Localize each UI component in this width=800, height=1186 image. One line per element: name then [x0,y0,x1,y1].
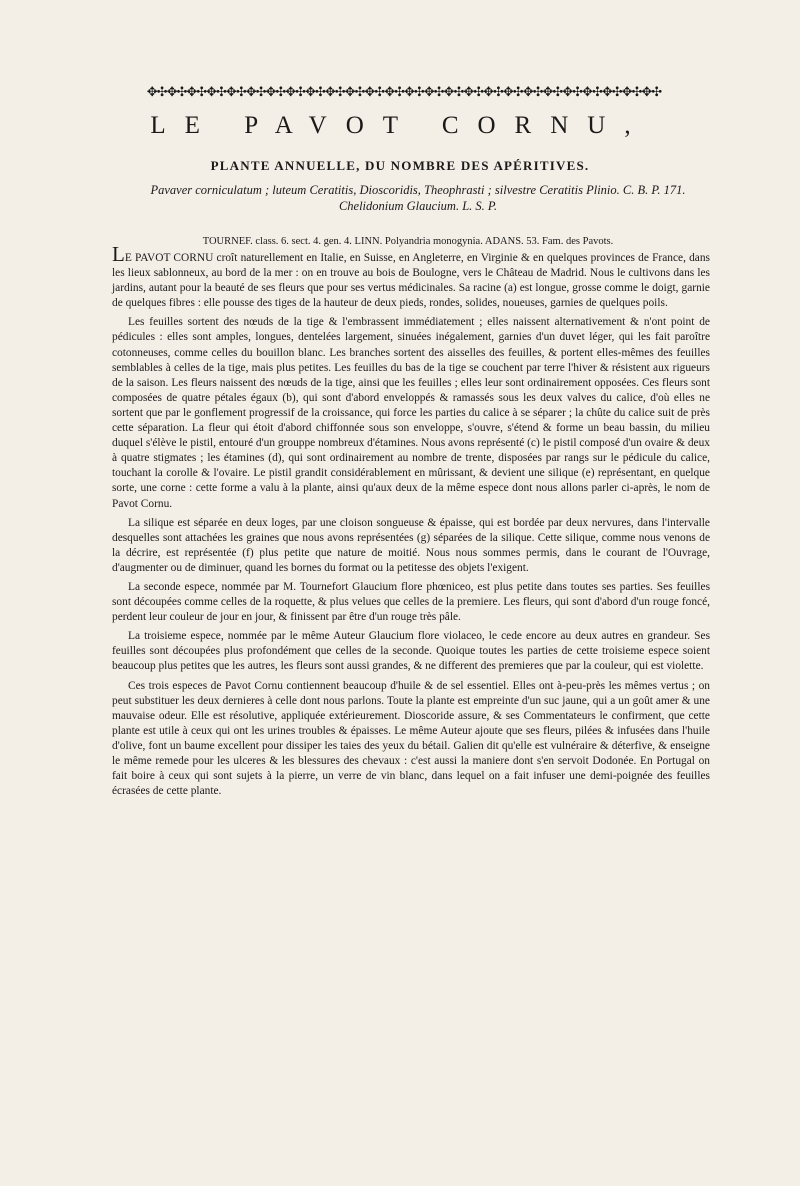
page-subtitle: PLANTE ANNUELLE, DU NOMBRE DES APÉRITIVES. [210,158,590,173]
classification-references: TOURNEF. class. 6. sect. 4. gen. 4. LINN. Polyandria monogynia. ADANS. 53. Fam. des Pavots. [202,236,614,247]
intro-text: croît naturellement en Italie, en Suisse, en Angleterre, en Virginie & en quelques provinces de France, dans les lieux sablonneux, au bord de la mer : on en trouve au bois de Boulogne, vers le Château de Madrid. Nous le cultivons dans les jardins, autant pour la beauté de ses fleurs que pour ses vertus médicinales. Sa racine (a) est longue, grosse comme le doigt, garnie de quelques fibres : elle pousse des tiges de la hauteur de deux pieds, rondes, solides, noueuses, garnies de quelques poils. [112,252,710,310]
synonym-line: Pavaver corniculatum ; luteum Ceratitis, Dioscoridis, Theophrasti ; silvestre Ceratitis Plinio. C. B. P. 171. [150,183,686,197]
drop-cap: L [112,242,125,266]
paragraph: Les feuilles sortent des nœuds de la tige & l'embrassent immédiatement ; elles naissent alternativement & n'ont point de pédicules : elles sont amples, longues, dentelées largement, sinuées inégalement, garnies d'un duvet léger, qui les fait paroître cotonneuses, comme celles du bouillon blanc. Les branches sortent des aisselles des feuilles, & portent elles-mêmes des feuilles semblables à celles de la tige, mais plus petites. Les feuilles du bas de la tige se couchent par terre l'hiver & résistent aux rigueurs de la saison. Les fleurs naissent des nœuds de la tige, ainsi que les feuilles ; elles leur sont ordinairement opposées. Ces fleurs sont composées de quatre pétales égaux (b), qui sont d'abord enveloppés & ramassés sous les deux valves du calice, d'où elles ne sortent que par le gonflement progressif de la croissance, qui force les parties du calice à se séparer ; la chûte du calice suit de près cette séparation. La fleur qui étoit d'abord chiffonnée sous son enveloppe, s'ouvre, s'étend & forme un beau bassin, du milieu duquel s'élève le pistil, entouré d'un grouppe nombreux d'étamines. Nous avons représenté (c) le pistil composé d'un ovaire & deux à quatre stigmates ; les étamines (d), qui sont ordinairement au nombre de trente, disposées par rangs sur le pédicule du calice, touchant la corolle & l'ovaire. Le pistil grandit considérablement en mûrissant, & devient une silique (e) représentant, en quelque sorte, une corne : cette forme a valu à la plante, ainsi qu'aux deux de la même espece dont nous allons parler ci-après, le nom de Pavot Cornu. [112,316,710,510]
decorative-ornament-band: ✥✣✥✣✥✣✥✣✥✣✥✣✥✣✥✣✥✣✥✣✥✣✥✣✥✣✥✣✥✣✥✣✥✣✥✣✥✣✥✣✥✣✥✣✥✣✥✣✥✣✥✣ [146,84,662,100]
page-title: LE PAVOT CORNU, [150,112,650,139]
paragraph-intro [112,242,710,311]
paragraph: La silique est séparée en deux loges, par une cloison songueuse & épaisse, qui est bordée par deux nervures, dans l'intervalle desquelles sont attachées les graines que nous avons représentées (g) séparées de la silique. Cette silique, comme nous venons de la décrire, est représentée (f) plus petite que nature de moitié. Nous nous sommes permis, dans le courant de l'Ouvrage, d'augmenter ou de diminuer, quand les bornes du format ou la petitesse des objets l'exigent. [112,516,710,574]
paragraph: La seconde espece, nommée par M. Tournefort Glaucium flore phœniceo, est plus petite dans toutes ses parties. Ses feuilles sont découpées comme celles de la roquette, & plus velues que celles de la premiere. Les fleurs, qui sont d'abord d'un rouge foncé, perdent leur couleur de jour en jour, & finissent par être d'un rouge très pâle. [112,580,710,624]
body-text [112,242,710,803]
synonym-line: Chelidonium Glaucium. L. S. P. [338,199,498,213]
intro-smallcaps: E PAVOT CORNU [124,252,214,264]
botanical-synonyms [118,182,718,214]
paragraph: La troisieme espece, nommée par le même Auteur Glaucium flore violaceo, le cede encore au deux autres en grandeur. Ses feuilles sont découpées plus profondément que celles de la seconde. Quoique toutes les parties de cette troisieme espece soient beaucoup plus petites que les autres, les fleurs sont aussi grandes, & ne different des premieres que par la couleur, qui est violette. [112,630,710,673]
paragraph: Ces trois especes de Pavot Cornu contiennent beaucoup d'huile & de sel essentiel. Elles ont à-peu-près les mêmes vertus ; on peut substituer les deux dernieres à celle dont nous parlons. Toute la plante est empreinte d'un suc jaune, qui a un goût amer & une mauvaise odeur. Elle est résolutive, appliquée extérieurement. Dioscoride assure, & ses Commentateurs le confirment, que cette plante est utile à ceux qui ont les urines troubles & épaisses. Le même Auteur ajoute que ses fleurs, pilées & infusées dans l'huile d'olive, font un baume excellent pour dissiper les taies des yeux du bétail. Galien dit qu'elle est vulnéraire & déterfive, & enseigne le même remede pour les ulceres & les blessures des chevaux : c'est aussi la maniere dont s'en servoit Dodonée. En Portugal on fait boire à ceux qui sont sujets à la pierre, un verre de vin blanc, dans lequel on a fait infuser une demi-poignée des feuilles écrasées de cette plante. [112,679,710,798]
